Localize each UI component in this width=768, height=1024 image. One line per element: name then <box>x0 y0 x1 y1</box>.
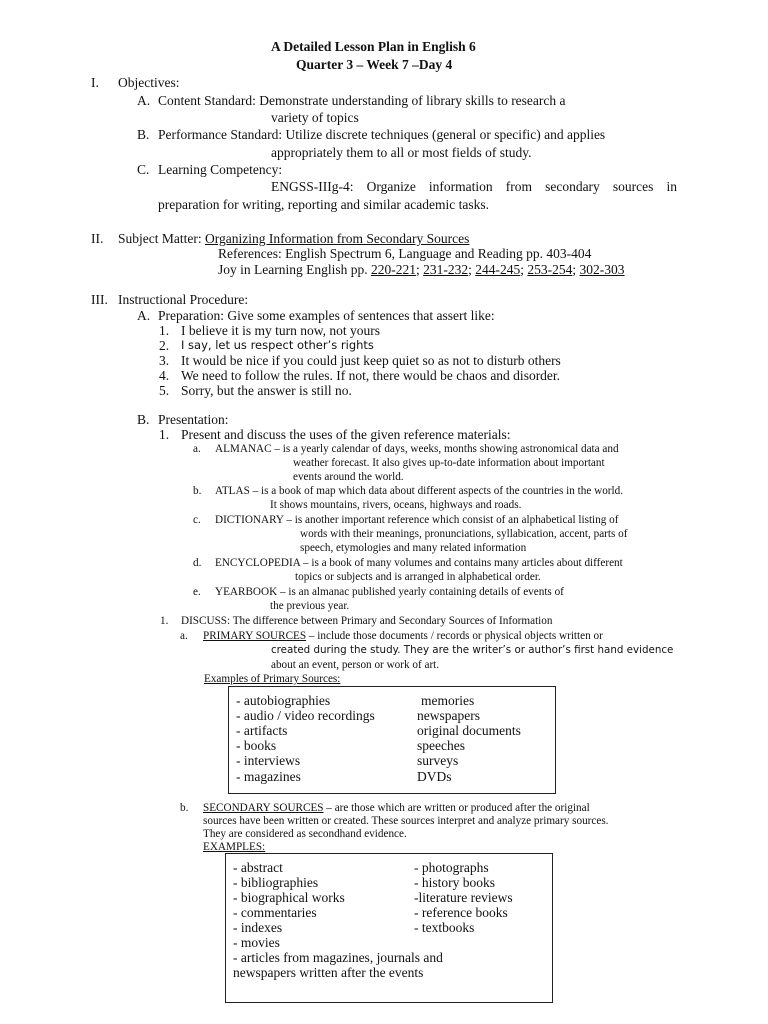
separator: ; <box>415 262 424 277</box>
item-letter: B. <box>137 127 150 142</box>
primary-sources-def-cont: created during the study. They are the writer’s or author’s first hand evidence <box>271 644 674 656</box>
encyclopedia-definition: ENCYCLOPEDIA – is a book of many volumes and contains many articles about different <box>215 557 623 569</box>
page-range: 244-245 <box>475 262 521 277</box>
list-item: - reference books <box>414 905 508 920</box>
list-item: speeches <box>417 738 465 753</box>
examples-label: Examples of Primary Sources: <box>204 673 341 685</box>
example-sentence: It would be nice if you could just keep quiet so as not to disturb others <box>181 353 561 368</box>
atlas-definition: ATLAS – is a book of map which data about different aspects of the countries in the world. <box>215 485 624 497</box>
list-number: 1. <box>159 323 170 338</box>
item-letter: A. <box>137 308 151 323</box>
separator: ; <box>572 262 580 277</box>
list-item: - commentaries <box>233 905 317 920</box>
discuss-text: DISCUSS: The difference between Primary and Secondary Sources of Information <box>181 615 553 627</box>
examples-label: EXAMPLES: <box>203 841 266 853</box>
section-number: III. <box>91 292 108 307</box>
dictionary-definition-cont: words with their meanings, pronunciations, syllabication, accent, parts of <box>300 528 628 540</box>
content-standard-cont: variety of topics <box>271 110 359 125</box>
sub-letter: a. <box>180 630 188 642</box>
list-item: original documents <box>417 723 521 738</box>
reference-line <box>218 262 625 277</box>
almanac-definition-cont: weather forecast. It also gives up-to-date information about important <box>293 457 605 469</box>
primary-sources-label: PRIMARY SOURCES <box>203 630 307 642</box>
section-number: II. <box>91 231 104 246</box>
dictionary-definition-cont: speech, etymologies and many related information <box>300 542 527 554</box>
reference-prefix: Joy in Learning English pp. <box>218 262 371 277</box>
example-sentence: I say, let us respect other’s rights <box>181 338 374 352</box>
sub-letter: e. <box>193 586 201 598</box>
preparation-text: Preparation: Give some examples of sentences that assert like: <box>158 308 495 323</box>
sub-letter: a. <box>193 443 201 455</box>
primary-sources-definition <box>203 630 603 643</box>
page-range: 253-254 <box>527 262 573 277</box>
item-letter: C. <box>137 162 150 177</box>
sub-letter: c. <box>193 514 201 526</box>
list-item: - textbooks <box>414 920 475 935</box>
item-letter: A. <box>137 93 151 108</box>
content-standard: Content Standard: Demonstrate understanding of library skills to research a <box>158 93 566 108</box>
list-item: - movies <box>233 935 280 950</box>
yearbook-definition-cont: the previous year. <box>270 600 350 612</box>
list-item: - articles from magazines, journals and <box>233 950 443 965</box>
list-item: - abstract <box>233 860 283 875</box>
subject-label: Subject Matter: <box>118 231 205 246</box>
encyclopedia-definition-cont: topics or subjects and is arranged in alphabetical order. <box>295 571 541 583</box>
performance-standard: Performance Standard: Utilize discrete techniques (general or specific) and applies <box>158 127 606 142</box>
list-item: - books <box>236 738 277 753</box>
list-item: - history books <box>414 875 495 890</box>
almanac-definition: ALMANAC – is a yearly calendar of days, weeks, months showing astronomical data and <box>215 443 619 455</box>
section-heading: Instructional Procedure: <box>118 292 249 307</box>
list-item: - artifacts <box>236 723 288 738</box>
subject-matter <box>118 231 469 246</box>
competency-line: ENGSS-IIIg-4: Organize information from secondary sources in <box>271 179 677 194</box>
sub-letter: b. <box>193 485 202 497</box>
list-item: newspapers <box>417 708 480 723</box>
presentation-text: Present and discuss the uses of the given reference materials: <box>181 427 511 442</box>
performance-standard-cont: appropriately them to all or most fields of study. <box>271 145 532 160</box>
section-number: I. <box>91 75 99 90</box>
subject-topic: Organizing Information from Secondary Sources <box>204 231 470 246</box>
list-item: -literature reviews <box>414 890 513 905</box>
secondary-sources-label: SECONDARY SOURCES <box>203 802 324 814</box>
list-number: 2. <box>159 338 170 353</box>
learning-competency: Learning Competency: <box>158 162 283 177</box>
page-range: 231-232 <box>423 262 469 277</box>
atlas-definition-cont: It shows mountains, rivers, oceans, highways and roads. <box>270 499 522 511</box>
document-subtitle: Quarter 3 – Week 7 –Day 4 <box>296 57 453 72</box>
list-number: 4. <box>159 368 170 383</box>
reference-line: References: English Spectrum 6, Language and Reading pp. 403-404 <box>218 246 592 261</box>
list-item: DVDs <box>417 769 452 784</box>
list-item: - magazines <box>236 769 301 784</box>
list-number: 3. <box>159 353 170 368</box>
item-letter: B. <box>137 412 150 427</box>
section-heading: Objectives: <box>118 75 180 90</box>
example-sentence: I believe it is my turn now, not yours <box>181 323 380 338</box>
yearbook-definition: YEARBOOK – is an almanac published yearly containing details of events of <box>215 586 564 598</box>
list-item: - indexes <box>233 920 283 935</box>
secondary-sources-def: – are those which are written or produced after the original <box>323 802 590 814</box>
list-item: surveys <box>417 753 459 768</box>
list-item: - interviews <box>236 753 301 768</box>
list-item: - audio / video recordings <box>236 708 375 723</box>
list-number: 1. <box>159 427 170 442</box>
page-range: 302-303 <box>579 262 625 277</box>
example-sentence: Sorry, but the answer is still no. <box>181 383 352 398</box>
primary-sources-def-cont: about an event, person or work of art. <box>271 659 440 671</box>
list-number: 5. <box>159 383 170 398</box>
primary-sources-def: – include those documents / records or physical objects written or <box>306 630 603 642</box>
list-item-cont: newspapers written after the events <box>233 965 424 980</box>
sub-letter: d. <box>193 557 202 569</box>
document-title: A Detailed Lesson Plan in English 6 <box>271 39 476 54</box>
example-sentence: We need to follow the rules. If not, there would be chaos and disorder. <box>181 368 561 383</box>
sub-letter: b. <box>180 802 189 814</box>
list-item: - bibliographies <box>233 875 319 890</box>
list-item: - autobiographies <box>236 693 331 708</box>
presentation-heading: Presentation: <box>158 412 229 427</box>
list-item: - biographical works <box>233 890 345 905</box>
separator: ; <box>520 262 528 277</box>
dictionary-definition: DICTIONARY – is another important reference which consist of an alphabetical listing of <box>215 514 619 526</box>
list-item: - photographs <box>414 860 489 875</box>
secondary-sources-def-cont: They are considered as secondhand evidence. <box>203 828 407 840</box>
competency-line: preparation for writing, reporting and similar academic tasks. <box>158 197 490 212</box>
almanac-definition-cont: events around the world. <box>293 471 404 483</box>
list-number: 1. <box>160 615 169 627</box>
secondary-sources-definition <box>203 802 590 815</box>
secondary-sources-def-cont: sources have been written or created. These sources interpret and analyze primary sources. <box>203 815 609 827</box>
separator: ; <box>468 262 476 277</box>
page-range: 220-221 <box>370 262 416 277</box>
list-item: memories <box>421 693 475 708</box>
